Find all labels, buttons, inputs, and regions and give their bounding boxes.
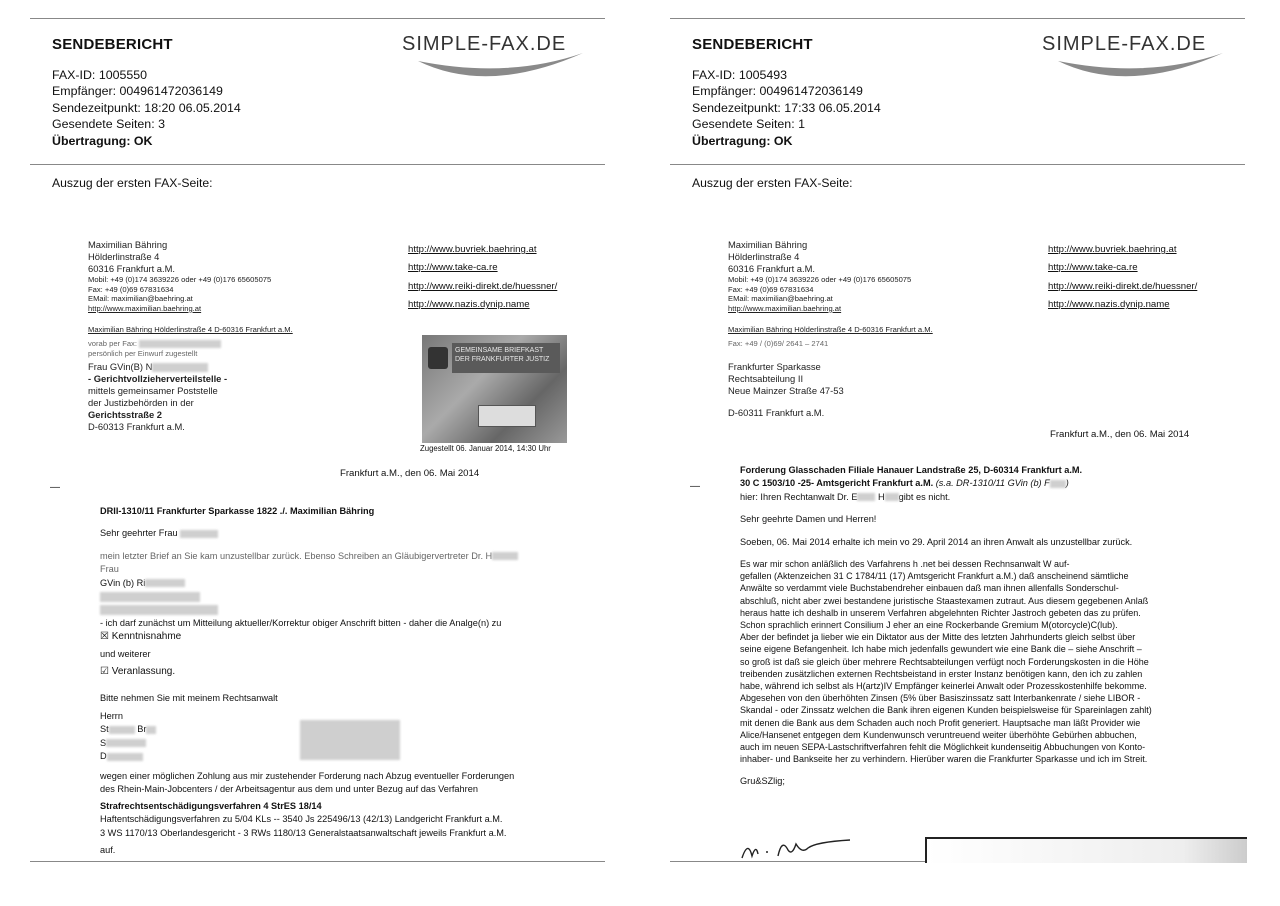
paragraph-2-line: Alice/Hansenet entgegen dem Kundenwunsch veruntreuend weiter überhöhte Gebürhen abbuchen,	[740, 729, 1137, 740]
subject-line-2b: (s.a. DR-1310/11 GVin (b) F	[935, 478, 1050, 489]
sender-name: Maximilian Bähring	[88, 239, 168, 250]
salutation: Sehr geehrte Damen und Herren!	[740, 514, 877, 525]
sender-fax: Fax: +49 (0)69 67831634	[728, 284, 814, 294]
link-reiki[interactable]: http://www.reiki-direkt.de/huessner/	[1048, 280, 1198, 292]
redacted-block	[492, 552, 518, 560]
photo-caption: Zugestellt 06. Januar 2014, 14:30 Uhr	[420, 444, 551, 453]
paragraph-1: mein letzter Brief an Sie kam unzustellbar zurück. Ebenso Schreiben an Gläubigervertreter Dr. H	[100, 550, 493, 561]
subject-line-3a: hier: Ihren Rechtanwalt Dr. E	[740, 491, 858, 502]
paragraph-2-line: abschluß, nicht aber zwei bestandene juristische Staastexamen zutraut. Aus diesem gegebenen Anlaß	[740, 595, 1149, 606]
paragraph-1c: GVin (b) Ri	[100, 577, 146, 588]
fax-id: FAX-ID: 1005493	[692, 68, 788, 82]
redacted-block	[107, 753, 143, 761]
send-time: Sendezeitpunkt: 18:20 06.05.2014	[52, 100, 241, 115]
pages-sent: Gesendete Seiten: 3	[52, 117, 165, 132]
checkbox-veranlassung: ☑ Veranlassung.	[100, 666, 176, 678]
paragraph-2-line: heraus hatte ich deshalb in unserem Verfahren abgelehnten Richter Jastroch gebeten das zu prüfen.	[740, 607, 1141, 618]
paragraph-6b: 3 WS 1170/13 Oberlandesgericht - 3 RWs 1180/13 Generalstaatsanwaltschaft jeweils Frankfurt a.M.	[100, 827, 507, 838]
sender-fax: Fax: +49 (0)69 67831634	[88, 284, 174, 294]
addressee-line-2: - Gerichtvollzieherverteilstelle -	[88, 373, 228, 385]
subject-line-1: Forderung Glasschaden Filiale Hanauer Landstraße 25, D-60314 Frankfurt a.M.	[740, 465, 1083, 475]
return-address: Maximilian Bähring Hölderlinstraße 4 D-60316 Frankfurt a.M.	[728, 325, 933, 335]
recipient: Empfänger: 004961472036149	[692, 84, 863, 99]
paragraph-2-line: gefallen (Aktenzeichen 31 C 1784/11 (17) Amtsgericht Frankfurt a.M.) daß anscheinend sämtliche	[740, 571, 1129, 582]
fold-mark: —	[50, 482, 60, 493]
logo-text: SIMPLE-FAX.DE	[1042, 33, 1207, 55]
subject-line-2a: 30 C 1503/10 -25- Amtsgericht Frankfurt a.M.	[740, 478, 934, 489]
sender-web: http://www.maximilian.baehring.at	[728, 303, 842, 313]
paragraph-2-line: mit denen die Bank aus dem Schaden auch noch Profit generiert. Hauptsache man läßt Provider wie	[740, 717, 1141, 728]
letter-subject: DRII-1310/11 Frankfurter Sparkasse 1822 ./. Maximilian Bähring	[100, 506, 375, 516]
und-weiterer: und weiterer	[100, 648, 151, 659]
addressee-line-3: mittels gemeinsamer Poststelle	[88, 385, 218, 397]
divider	[670, 164, 1245, 165]
paragraph-6a: Haftentschädigungsverfahren zu 5/04 KLs -- 3540 Js 225496/13 (42/13) Landgericht Frankfurt a.M.	[100, 814, 503, 825]
link-nazis[interactable]: http://www.nazis.dynip.name	[1048, 299, 1170, 311]
paragraph-2-line: auch im neuen SEPA-Lastschriftverfahren fehlt die Möglichkeit kundenseitig Abbuchungen von Konto-	[740, 742, 1146, 753]
sender-email: EMail: maximilian@baehring.at	[728, 294, 833, 304]
sender-street: Hölderlinstraße 4	[88, 251, 160, 262]
report-details	[52, 67, 241, 149]
letter-date: Frankfurt a.M., den 06. Mai 2014	[340, 468, 480, 479]
lawyer-line-1: Herrn	[100, 710, 123, 721]
redacted-block	[885, 493, 899, 501]
fax-report-page-1	[30, 18, 605, 862]
link-take-care[interactable]: http://www.take-ca.re	[408, 262, 498, 274]
paragraph-2-line: habe, während ich selbst als H(artz)IV Empfänger keinerlei Anwalt oder Prozesskostenhilfe bekomme.	[740, 681, 1147, 692]
excerpt-label: Auszug der ersten FAX-Seite:	[692, 176, 853, 190]
link-list	[408, 241, 557, 315]
fold-mark: —	[690, 481, 700, 492]
paragraph-2-line: Aber der befindet ja lieber wie ein Diktator aus der Mitte des letzten Jahrhunderts gleich selbst über	[740, 632, 1136, 643]
redacted-block	[857, 493, 875, 501]
recipient-fax: Fax: +49 / (0)69/ 2641 – 2741	[728, 338, 829, 348]
addressee-line-1: Frankfurter Sparkasse	[728, 360, 821, 372]
sender-web: http://www.maximilian.baehring.at	[88, 303, 202, 313]
redacted-block	[180, 530, 218, 538]
mailbox-label	[478, 405, 536, 427]
fax-id: FAX-ID: 1005550	[52, 68, 148, 82]
mailbox-photo	[422, 335, 567, 443]
pages-sent: Gesendete Seiten: 1	[692, 117, 805, 132]
return-address: Maximilian Bähring Hölderlinstraße 4 D-60316 Frankfurt a.M.	[88, 325, 293, 335]
addressee-line-5: Gerichtsstraße 2	[88, 409, 162, 421]
report-title: SENDEBERICHT	[52, 36, 173, 53]
redacted-block	[100, 592, 200, 602]
link-buvriek[interactable]: http://www.buvriek.baehring.at	[1048, 244, 1177, 255]
divider	[30, 164, 605, 165]
excerpt-label: Auszug der ersten FAX-Seite:	[52, 176, 213, 190]
report-title: SENDEBERICHT	[692, 36, 813, 53]
paragraph-2-line: Schon sprachlich erinnert Consilium J eher an eine Rockerbande Gremium M(otorcycle)C(lub).	[740, 620, 1118, 631]
sender-email: EMail: maximilian@baehring.at	[88, 294, 193, 304]
lawyer-line-2a: St	[100, 724, 109, 735]
report-details	[692, 67, 881, 149]
link-list	[1048, 241, 1197, 315]
simple-fax-logo	[398, 23, 598, 85]
link-take-care[interactable]: http://www.take-ca.re	[1048, 262, 1138, 274]
redacted-block	[152, 363, 208, 372]
redacted-block	[109, 726, 135, 734]
paragraph-4b: des Rhein-Main-Jobcenters / der Arbeitsagentur aus dem und unter Bezug auf das Verfahren	[100, 784, 478, 795]
mailbox-plaque: GEMEINSAME BRIEFKAST DER FRANKFURTER JUSTIZ	[452, 343, 560, 373]
paragraph-2-line: seine eigene Befangenheit. Ich habe mich jedenfalls gewundert wie eine Bank die – siehe Anschrift –	[740, 644, 1142, 655]
checkbox-kenntnisnahme: ☒ Kenntnisnahme	[100, 631, 182, 643]
paragraph-2-line: Abgesehen von den überhöhten Zinsen (5% über Basiszinssatz satt Interbankenrate / siehe LIBOR -	[740, 693, 1141, 704]
paragraph-4a: wegen einer möglichen Zohlung aus mir zustehender Forderung nach Abzug eventueller Forderungen	[100, 770, 515, 781]
letter-body	[740, 464, 1220, 789]
addressee-line-3: Neue Mainzer Straße 47-53	[728, 384, 844, 396]
addressee-line-4: D-60311 Frankfurt a.M.	[728, 406, 825, 418]
paragraph-3: Bitte nehmen Sie mit meinem Rechtsanwalt	[100, 693, 278, 704]
addressee-line-2: Rechtsabteilung II	[728, 372, 804, 384]
link-reiki[interactable]: http://www.reiki-direkt.de/huessner/	[408, 280, 558, 292]
addressee-line-4: der Justizbehörden in der	[88, 397, 194, 409]
letter-date: Frankfurt a.M., den 06. Mai 2014	[1050, 429, 1190, 440]
einwurf-note: persönlich per Einwurf zugestellt	[88, 348, 198, 358]
paragraph-2-line: Skandal - oder Zinssatz welchen die Bank ihren eigenen Kunden beispielsweise für Spareinlagen zahlt)	[740, 705, 1152, 716]
subject-line-3b: H	[878, 491, 885, 502]
paragraph-2-line: inhaber- und Bankseite her zu verhindern. Hierüber waren die Frankfurter Sparkasse und ich im Streit.	[740, 754, 1148, 765]
paragraph-2-line: Es war mir schon anläßlich des Varfahrens h .net bei dessen Rechnsanwalt W auf-	[740, 559, 1070, 570]
vorab-fax: vorab per Fax:	[88, 338, 137, 348]
paragraph-2-line: so groß ist daß sie gleich über mehrere Rechtsabteilungen verfügt noch Forderungskosten in die Höhe	[740, 656, 1149, 667]
paragraph-7: auf.	[100, 844, 116, 855]
redacted-block	[1050, 480, 1066, 488]
letter-body	[100, 505, 580, 857]
paragraph-2: - ich darf zunächst um Mitteilung aktueller/Korrektur obiger Anschrift bitten - daher die Analge(n) zu	[100, 617, 502, 628]
transmission-status: Übertragung: OK	[692, 133, 793, 148]
redacted-block	[106, 739, 146, 747]
link-buvriek[interactable]: http://www.buvriek.baehring.at	[408, 244, 537, 255]
salutation: Sehr geehrter Frau	[100, 528, 178, 539]
paragraph-1b: Frau	[100, 564, 119, 575]
sender-city: 60316 Frankfurt a.M.	[728, 263, 816, 274]
redacted-block	[100, 605, 218, 615]
simple-fax-logo	[1038, 23, 1238, 85]
redacted-block	[300, 720, 400, 760]
lawyer-line-3: S	[100, 737, 107, 748]
sender-mobile: Mobil: +49 (0)174 3639226 oder +49 (0)176 65605075	[728, 275, 912, 284]
signature	[738, 834, 858, 864]
sender-street: Hölderlinstraße 4	[728, 251, 800, 262]
fax-report-page-2	[670, 18, 1245, 862]
lawyer-line-4: D	[100, 751, 107, 762]
paragraph-2-line: Anwälte so verdammt viele Buchstabendreher einbauen daß man ihnen allenfalls Sonderschul-	[740, 583, 1119, 594]
paragraph-5: Strafrechtsentschädigungsverfahren 4 StrES 18/14	[100, 800, 322, 811]
redacted-block	[146, 726, 156, 734]
redacted-block	[145, 579, 185, 587]
closing: Gru&SZlig;	[740, 776, 785, 787]
sender-name: Maximilian Bähring	[728, 239, 808, 250]
subject-line-3c: gibt es nicht.	[898, 491, 951, 502]
sender-city: 60316 Frankfurt a.M.	[88, 263, 176, 274]
paragraph-1: Soeben, 06. Mai 2014 erhalte ich mein vo 29. April 2014 an ihren Anwalt als unzustellbar zurück.	[740, 536, 1133, 547]
paragraph-2-line: treibenden zusätzlichen externen Rechtsbeistand in erster Instanz benötigen kann, den ich zu zahlen	[740, 668, 1143, 679]
lawyer-line-2b: Br	[137, 724, 147, 735]
transmission-status: Übertragung: OK	[52, 133, 153, 148]
send-time: Sendezeitpunkt: 17:33 06.05.2014	[692, 100, 881, 115]
addressee-line-1: Frau GVin(B) N	[88, 361, 153, 373]
link-nazis[interactable]: http://www.nazis.dynip.name	[408, 299, 530, 311]
logo-text: SIMPLE-FAX.DE	[402, 33, 567, 55]
addressee-line-6: D-60313 Frankfurt a.M.	[88, 421, 185, 433]
recipient: Empfänger: 004961472036149	[52, 84, 223, 99]
coat-of-arms-icon	[428, 347, 448, 369]
subject-line-2c: )	[1065, 478, 1069, 489]
sender-mobile: Mobil: +49 (0)174 3639226 oder +49 (0)176 65605075	[88, 275, 272, 284]
redacted-block	[139, 340, 221, 348]
attachment-corner	[925, 837, 1247, 863]
